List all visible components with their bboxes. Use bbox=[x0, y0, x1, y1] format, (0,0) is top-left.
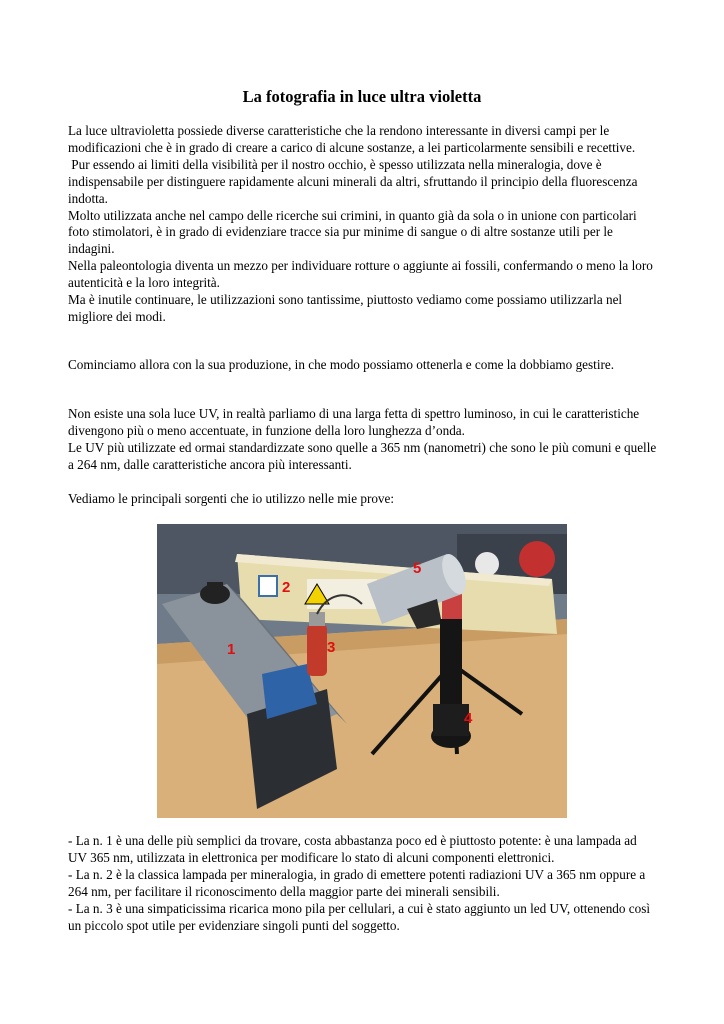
intro-paragraph bbox=[68, 123, 658, 326]
photo-label: 3 bbox=[327, 639, 336, 656]
intro-line: Molto utilizzata anche nel campo delle ricerche sui crimini, in quanto già da sola o in unione con particolari foto stimolatori, è in grado di evidenziare tracce sia pur minime di sangue o di altre sostanze utili per le indagini. bbox=[68, 207, 637, 257]
page-title: La fotografia in luce ultra violetta bbox=[242, 87, 482, 106]
photo-label: 2 bbox=[282, 579, 291, 596]
intro-line: Ma è inutile continuare, le utilizzazioni sono tantissime, piuttosto vediamo come possiamo utilizzarla nel migliore dei modi. bbox=[68, 292, 623, 324]
paragraph-text: Cominciamo allora con la sua produzione, in che modo possiamo ottenerla e come la dobbiamo gestire. bbox=[68, 357, 615, 372]
paragraph-text: Le UV più utilizzate ed ormai standardizzate sono quelle a 365 nm (nanometri) che sono le più comuni e quelle a 264 nm, dalle caratteristiche ancora più interessanti. bbox=[68, 439, 657, 472]
intro-line: Nella paleontologia diventa un mezzo per individuare rotture o aggiunte ai fossili, confermando o meno la loro autenticità e la loro integrità. bbox=[68, 258, 653, 291]
photo-label: 4 bbox=[464, 710, 473, 727]
intro-line: Pur essendo ai limiti della visibilità per il nostro occhio, è spesso utilizzata nella mineralogia, dove è indispensabile per distinguere rapidamente alcuni minerali da altri, sfruttando il principio della fluorescenza indotta. bbox=[68, 156, 641, 206]
photo-label: 1 bbox=[227, 641, 236, 658]
paragraph-text: Non esiste una sola luce UV, in realtà parliamo di una larga fetta di spettro luminoso, in cui le caratteristiche divengono più o meno accentuate, in funzione della loro lunghezza d’onda. bbox=[68, 406, 640, 438]
intro-line: La luce ultravioletta possiede diverse caratteristiche che la rendono interessante in diversi campi per le modificazioni che è in grado di creare a carico di alcune sostanze, a lei particolarmente sensibili e recettive. bbox=[68, 123, 636, 155]
photo-label: 5 bbox=[413, 560, 422, 577]
sources-list bbox=[68, 833, 658, 934]
spectrum-paragraph bbox=[68, 406, 658, 474]
sources-intro bbox=[68, 491, 658, 508]
paragraph-text: Vediamo le principali sorgenti che io utilizzo nelle mie prove: bbox=[68, 491, 395, 506]
production-paragraph bbox=[68, 357, 658, 374]
photo-illustration bbox=[157, 524, 567, 818]
list-item: - La n. 3 è una simpaticissima ricarica mono pila per cellulari, a cui è stato aggiunto un led UV, ottenendo così un piccolo spot utile per evidenziare singoli punti del soggetto. bbox=[68, 900, 651, 933]
list-item: - La n. 1 è una delle più semplici da trovare, costa abbastanza poco ed è piuttosto potente: è una lampada ad UV 365 nm, utilizzata in elettronica per modificare lo stato di alcuni componenti elettronici. bbox=[68, 833, 637, 865]
list-item: - La n. 2 è la classica lampada per mineralogia, in grado di emettere potenti radiazioni UV a 365 nm oppure a 264 nm, per facilitare il riconoscimento della maggior parte dei minerali sensibili. bbox=[68, 866, 646, 899]
uv-lamps-photo bbox=[157, 524, 567, 818]
